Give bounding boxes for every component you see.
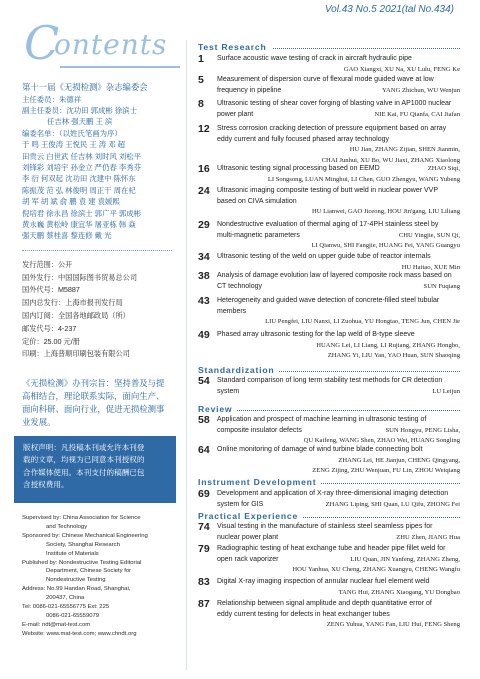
article-authors: ZENG Yuhua, YANG Fan, LIU Hui, FENG Sheng xyxy=(326,621,460,628)
article-title-line xyxy=(217,231,460,242)
toc-entry xyxy=(198,54,460,75)
article-authors-inline: ZHU Zhen, JIANG Hua xyxy=(396,533,460,541)
article-authors-inline: ZHANG Liping, SHI Quan, LU Qifu, ZHONG Fei xyxy=(325,500,460,508)
editorial-line: 陈振茂 范 弘 林俊明 周正干 周在杞 xyxy=(22,185,136,195)
page-number: 12 xyxy=(198,123,210,135)
section-title: Test Research xyxy=(198,42,272,53)
page-number: 38 xyxy=(198,270,210,282)
article-authors: CHAI Junhui, XU Bo, WU Jiaxi, ZHANG Xiaolong xyxy=(321,156,460,164)
article-title-line xyxy=(217,500,460,511)
section-title: Review xyxy=(198,404,237,415)
page-number: 1 xyxy=(198,53,204,65)
article-authors: TANG Hui, ZHANG Xiaogang, YU Dongbao xyxy=(338,588,460,596)
article-authors: LIU Pengfei, LIU Nanxi, LI Zuohua, YU Hongtao, TENG Jun, CHEN Jie xyxy=(265,318,460,325)
article-authors: QU Kaifeng, WANG Shen, ZHAO Wei, HUANG Songling xyxy=(303,437,460,444)
article-authors-inline: LU Leijun xyxy=(432,387,460,395)
article-authors-inline: YANG Zhichun, WU Wenjun xyxy=(382,86,460,94)
article-title-text: CT technology xyxy=(217,282,263,290)
logo-word: ontents xyxy=(54,28,168,61)
page-number: 34 xyxy=(198,251,210,263)
english-info-line: 0086-021-65559079 xyxy=(46,612,100,619)
article-title-line xyxy=(217,135,460,146)
article-title-line xyxy=(217,252,460,263)
page-number: 74 xyxy=(198,521,210,533)
article-title-line xyxy=(217,555,460,566)
toc-entry xyxy=(198,164,460,185)
article-title-text: Visual testing in the manufacture of stainless steel seamless pipes for xyxy=(217,523,433,530)
page-number: 49 xyxy=(198,329,210,341)
column-divider xyxy=(186,40,187,670)
page-number: 69 xyxy=(198,488,210,500)
publication-line: 印刷：上海普顺印刷包装有限公司 xyxy=(22,349,130,359)
toc-entry xyxy=(198,544,460,576)
article-title-line xyxy=(217,387,460,398)
article-title-text: Online monitoring of damage of wind turbine blade connecting bolt xyxy=(217,446,423,453)
article-authors-inline: NIE Kai, FU Qianfa, CAI Jiafan xyxy=(374,110,460,118)
article-title-text: Stress corrosion cracking detection of pressure equipment based on array xyxy=(217,125,447,132)
english-info-line: Tel: 0086-021-65556775 Ext: 225 xyxy=(22,604,110,611)
article-title-text: open rack vaporizer xyxy=(217,555,279,563)
article-title-line xyxy=(217,220,460,231)
article-authors: LI Songsong, LUAN Minghui, LI Chen, GUO Zhengyu, WANG Yubeng xyxy=(267,175,460,183)
mission-line: 面向科研、面向行业，促进无损检测事 xyxy=(22,404,165,414)
editorial-line: 刘锋彩 刘培宇 孙金立 严仍春 李秀芬 xyxy=(22,162,142,172)
english-info-line: Supervised by: China Association for Science xyxy=(22,515,141,521)
article-title-text: power plant xyxy=(217,110,254,118)
article-title-text: Ultrasonic testing of shear cover forging of blasting valve in AP1000 nuclear xyxy=(217,100,452,107)
editorial-line: 任吉林 强天鹏 王 滨 xyxy=(47,117,113,127)
editorial-line: 编委名单：（以姓氏笔画为序） xyxy=(22,128,122,138)
english-info-line: Website: www.mat-test.com; www.chndt.org xyxy=(22,630,137,637)
article-authors: ZENG Zijing, ZHU Wenjuan, FU Lin, ZHOU Weiqiang xyxy=(312,467,460,474)
article-authors: GAO Xiangxi, XU Na, XU Lulu, FENG Ke xyxy=(343,65,460,73)
journal-mission xyxy=(22,377,172,429)
mission-line: 《无损检测》办刊宗旨：坚持普及与提 xyxy=(22,378,165,388)
article-authors-inline: LIU Quan, JIN Yanfeng, ZHANG Zheng, xyxy=(350,555,460,563)
logo-underline xyxy=(60,66,180,68)
mission-line: 业发展。 xyxy=(22,417,56,427)
article-title-line xyxy=(217,86,460,97)
english-info-line: Address: No.99 Handan Road, Shanghai, xyxy=(22,586,131,593)
page-number: 5 xyxy=(198,74,204,86)
contents-logo xyxy=(24,16,174,70)
article-title-line xyxy=(217,577,460,588)
article-title-text: system for GIS xyxy=(217,500,264,508)
divider xyxy=(22,250,172,251)
english-info-line: Society, Shanghai Research xyxy=(46,541,120,548)
section-title: Practical Experience xyxy=(198,511,303,522)
article-title-text: members xyxy=(217,307,247,315)
article-title-text: multi-magnetic parameters xyxy=(217,231,300,239)
article-title-text: Measurement of dispersion curve of flexural mode guided wave at low xyxy=(217,76,434,83)
article-title-text: Ultrasonic testing of the weld on upper guide tube of reactor internals xyxy=(217,253,431,260)
logo-initial: C xyxy=(24,16,60,70)
publication-info xyxy=(22,259,172,361)
article-title-line xyxy=(217,197,460,208)
toc-entry xyxy=(198,75,460,96)
article-title-text: Surface acoustic wave testing of crack in aircraft hydraulic pipe xyxy=(217,55,412,62)
copyright-line: 合作媒体使用。本刊支付的稿酬已包 xyxy=(23,467,145,477)
article-title-line xyxy=(217,610,460,621)
toc-entry xyxy=(198,252,460,273)
article-title-text: Radiographic testing of heat exchange tube and header pipe fillet weld for xyxy=(217,545,446,552)
article-authors: LI Qianwu, SHI Fangjie, HUANG Fei, YANG Guangyu xyxy=(311,242,460,249)
toc-entry xyxy=(198,445,460,477)
editorial-line: 黄永巍 黄松岭 康宜华 屠亚栋 韩 焱 xyxy=(22,219,136,229)
article-title-line xyxy=(217,282,460,293)
article-title-line xyxy=(217,124,460,135)
english-info-line: Nondestructive Testing xyxy=(46,577,106,584)
article-title-text: Ultrasonic imaging composite testing of butt weld in nuclear power VVP xyxy=(217,187,438,194)
copyright-line: 含授权费用。 xyxy=(23,480,69,490)
article-title-text: Analysis of damage evolution law of layered composite rock mass based on xyxy=(217,272,452,279)
section-title: Standardization xyxy=(198,365,279,376)
editorial-title: 第十一届《无损检测》杂志编委会 xyxy=(22,82,148,92)
english-info-line: Published by: Nondestructive Testing Editorial xyxy=(22,559,142,566)
article-title-text: frequency in pipeline xyxy=(217,86,282,94)
article-title-text: Application and prospect of machine learning in ultrasonic testing of xyxy=(217,416,427,423)
article-title-line xyxy=(217,307,460,318)
article-title-text: eddy current testing for defects in heat exchanger tubes xyxy=(217,610,390,618)
article-title-line xyxy=(217,544,460,555)
editorial-line: 于 鸣 王俊涛 王悦民 王 涛 邓 超 xyxy=(22,140,126,150)
article-title-text: Development and application of X-ray three-dimensional imaging detection xyxy=(217,490,449,497)
publication-line: 国外发行：中国国际图书贸易总公司 xyxy=(22,272,138,282)
article-title-line xyxy=(217,376,460,387)
article-title-line xyxy=(217,533,460,544)
toc-entry xyxy=(198,489,460,510)
page-number: 8 xyxy=(198,98,204,110)
english-info-line: E-mail: ndt@mat-test.com xyxy=(22,621,91,628)
article-title-text: Nondestructive evaluation of thermal aging of 17-4PH stainless steel by xyxy=(217,221,439,228)
article-authors: ZHANG Lei, HE Jianjun, CHENG Qingyang, xyxy=(338,456,460,464)
article-title-line xyxy=(217,54,460,65)
page-number: 79 xyxy=(198,543,210,555)
page-number: 43 xyxy=(198,295,210,307)
section-title: Instrument Development xyxy=(198,477,321,488)
editorial-line: 倪培君 徐永昌 徐滨士 郭广平 郭成彬 xyxy=(22,208,142,218)
article-title-line xyxy=(217,489,460,500)
toc-entry xyxy=(198,124,460,166)
publication-line: 发行范围：公开 xyxy=(22,259,73,269)
page-number: 58 xyxy=(198,414,210,426)
article-authors: HU Haitao, XUE Min xyxy=(401,263,460,271)
toc-entry xyxy=(198,186,460,218)
article-title-text: Heterogeneity and guided wave detection of concrete-filled steel tubular xyxy=(217,297,440,304)
article-title-line xyxy=(217,445,460,456)
article-title-line xyxy=(217,296,460,307)
article-authors-inline: ZHAO Siqi, xyxy=(427,165,460,172)
editorial-line: 强天鹏 蔡桂喜 黎连修 戴 光 xyxy=(22,231,112,241)
article-title-text: nuclear power plant xyxy=(217,533,279,541)
editorial-line: 主任委员：朱德祥 xyxy=(22,94,82,104)
article-title-line xyxy=(217,75,460,86)
toc-entry xyxy=(198,271,460,292)
editorial-line: 胡 军 胡 斌 俞 鹏 袁 建 袁媛熙 xyxy=(22,197,120,207)
page-number: 83 xyxy=(198,576,210,588)
copyright-line: 版权声明：凡投稿本刊或允许本刊登 xyxy=(23,443,145,452)
article-title-text: Phased array ultrasonic testing for the lap weld of B-type sleeve xyxy=(217,331,415,338)
article-authors-inline: SUN Fuqiang xyxy=(423,282,460,290)
page-number: 16 xyxy=(198,163,210,175)
english-info-line: Department, Chinese Society for xyxy=(46,568,132,575)
article-title-line xyxy=(217,110,460,121)
article-title-line xyxy=(217,186,460,197)
toc-entry xyxy=(198,415,460,447)
article-title-line xyxy=(217,415,460,426)
toc-entry xyxy=(198,577,460,598)
article-authors: HU Lianwei, GAO Jiceong, HOU Jin'gang, LIU Liliang xyxy=(311,208,460,215)
editorial-line: 副主任委员：沈功田 郭成彬 徐滨士 xyxy=(22,105,137,115)
toc-entry xyxy=(198,522,460,543)
toc-entry xyxy=(198,376,460,397)
article-title-text: system xyxy=(217,387,240,395)
article-authors: ZHANG Yi, LIU Yan, YAO Huan, SUN Shaoqing xyxy=(327,352,460,359)
english-info-line: and Technology xyxy=(46,523,88,530)
article-authors: HOU Yanhua, XU Cheng, ZHANG Xuangyu, CHENG Wangfu xyxy=(292,566,460,573)
page-number: 64 xyxy=(198,444,210,456)
toc-entry xyxy=(198,330,460,362)
publication-line: 国内总发行：上海市报刊发行局 xyxy=(22,298,123,308)
editorial-line: 田贵云 白世武 任吉林 刘时风 刘松平 xyxy=(22,151,142,161)
article-authors-inline: CHU Yingjie, SUN Qi, xyxy=(398,231,460,239)
article-title-line xyxy=(217,426,460,437)
volume-info: Vol.43 No.5 2021(tal No.434) xyxy=(324,4,454,15)
copyright-line: 载的文章，均视为已同意本刊授权的 xyxy=(23,455,145,465)
article-title-line xyxy=(217,271,460,282)
article-title-line xyxy=(217,164,460,175)
article-title-text: Relationship between signal amplitude and depth quantitative error of xyxy=(217,600,432,607)
toc-entry xyxy=(198,220,460,252)
copyright-notice xyxy=(14,436,176,503)
mission-line: 高相结合，理论联系实际，面向生产、 xyxy=(22,391,165,401)
article-title-line xyxy=(217,99,460,110)
publication-line: 国外代号：M5887 xyxy=(22,285,80,295)
editorial-line: 李 衍 何双起 沈功田 沈建中 陈怀东 xyxy=(22,174,136,184)
article-authors: HUANG Lei, LI Liang, LI Rujiang, ZHANG Hongbo, xyxy=(316,341,460,349)
article-title-text: Standard comparison of long term stability test methods for CR detection xyxy=(217,377,443,384)
article-title-text: composite insulator defects xyxy=(217,426,302,434)
page-number: 87 xyxy=(198,598,210,610)
page-number: 29 xyxy=(198,219,210,231)
editorial-board xyxy=(22,82,172,361)
article-authors-inline: SUN Hongyu, PENG Lisha, xyxy=(385,426,460,434)
english-publisher-info xyxy=(22,514,182,639)
toc-entry xyxy=(198,296,460,328)
article-authors: HU Jian, ZHANG Zijian, SHEN Jianmin, xyxy=(349,146,460,153)
english-info-line: Sponsored by: Chinese Mechanical Engineering xyxy=(22,532,148,539)
page-number: 24 xyxy=(198,185,210,197)
article-title-line xyxy=(217,522,460,533)
publication-line: 国内订阅：全国各地邮政局（所） xyxy=(22,310,130,320)
publication-line: 定价：25.00 元/册 xyxy=(22,336,80,346)
page-number: 54 xyxy=(198,375,210,387)
english-info-line: Institute of Materials xyxy=(46,550,99,557)
toc-entry xyxy=(198,599,460,631)
article-title-text: Digital X-ray imaging inspection of annular nuclear fuel element weld xyxy=(217,578,430,585)
article-title-line xyxy=(217,330,460,341)
toc-entry xyxy=(198,99,460,120)
article-title-text: eddy current and fully focused phased array technology xyxy=(217,135,389,143)
article-title-line xyxy=(217,599,460,610)
publication-line: 邮发代号：4-237 xyxy=(22,323,77,333)
article-title-text: based on CIVA simulation xyxy=(217,197,297,205)
english-info-line: 200437, China xyxy=(46,595,85,602)
article-title-text: Ultrasonic testing signal processing based on EEMD xyxy=(217,165,380,172)
editorial-members xyxy=(22,94,172,242)
